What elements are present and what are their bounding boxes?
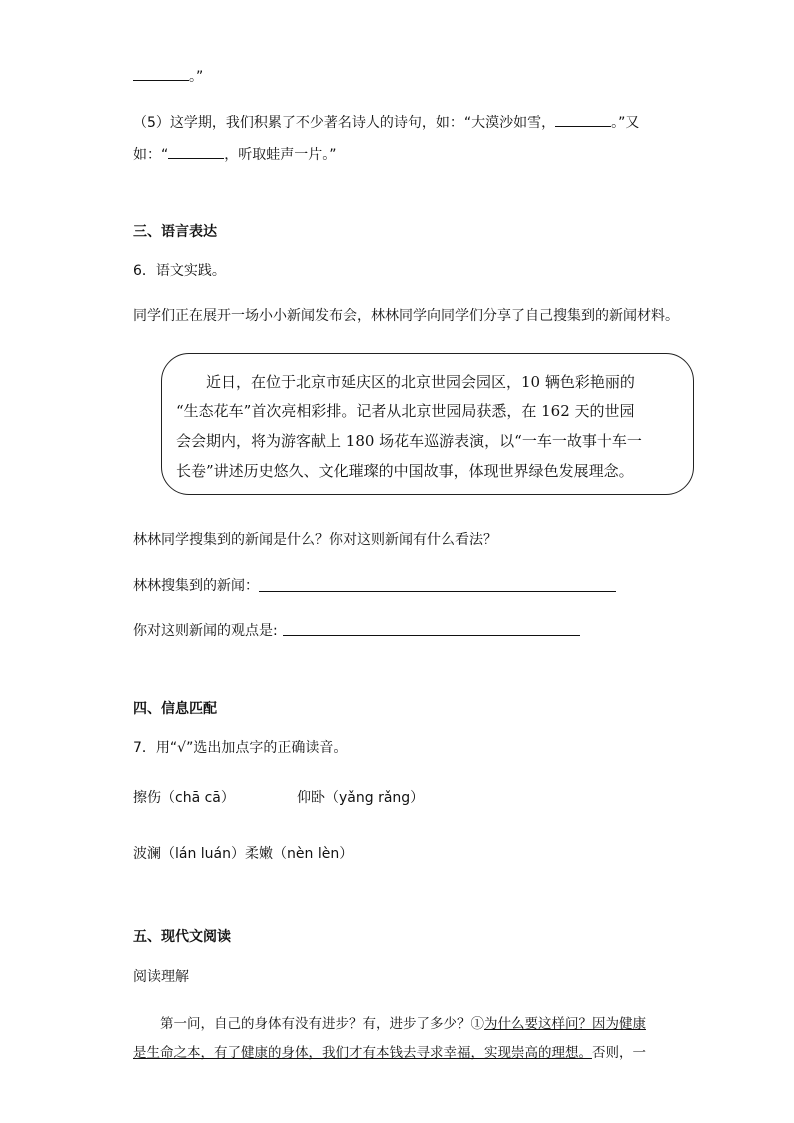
- pinyin-word: 仰卧: [297, 790, 325, 806]
- section-heading: 三、语言表达: [133, 224, 217, 240]
- pinyin-options[interactable]: （nèn lèn）: [273, 846, 354, 862]
- fill-blank[interactable]: [168, 144, 224, 159]
- pinyin-word: 波澜: [133, 846, 161, 862]
- q4-item5-line1: [133, 112, 639, 133]
- question-title: 6．语文实践。: [133, 263, 226, 279]
- fill-blank[interactable]: [555, 112, 611, 127]
- q4-item5-text: ，听取蛙声一片。”: [224, 147, 337, 163]
- reading-paragraph-line: [133, 1014, 646, 1034]
- pinyin-options[interactable]: （yǎng rǎng）: [325, 790, 425, 806]
- news-line: 会会期内，将为游客献上 180 场花车巡游表演，以“一车一故事十车一: [176, 432, 642, 450]
- answer-label: 你对这则新闻的观点是:: [133, 623, 278, 639]
- question-intro: 同学们正在展开一场小小新闻发布会，林林同学向同学们分享了自己搜集到的新闻材料。: [133, 308, 679, 324]
- q4-continuation-line: [133, 66, 203, 87]
- fill-blank[interactable]: [133, 66, 189, 81]
- pinyin-item: [297, 788, 424, 808]
- underlined-sentence: 为什么要这样问？因为健康: [484, 1016, 646, 1032]
- answer-row: [133, 621, 278, 641]
- answer1-line[interactable]: [259, 591, 616, 592]
- pinyin-word: 柔嫩: [245, 846, 274, 862]
- question-title: 7．用“√”选出加点字的正确读音。: [133, 740, 348, 756]
- sentence-number-mark: ①: [470, 1016, 484, 1032]
- reading-text: 否则，一: [592, 1045, 646, 1061]
- reading-text: 第一问，自己的身体有没有进步？有，进步了多少？: [133, 1016, 471, 1032]
- answer-label: 林林搜集到的新闻：: [133, 578, 259, 594]
- q4-item5-text: （5）这学期，我们积累了不少著名诗人的诗句，如：“大漠沙如雪，: [133, 115, 556, 131]
- underlined-sentence: 是生命之本，有了健康的身体，我们才有本钱去寻求幸福，实现崇高的理想。: [133, 1045, 592, 1061]
- section-heading: 四、信息匹配: [133, 701, 217, 717]
- question-prompt: 林林同学搜集到的新闻是什么？你对这则新闻有什么看法？: [133, 532, 497, 548]
- section-heading: 五、现代文阅读: [133, 929, 231, 945]
- reading-paragraph-line: [133, 1043, 646, 1063]
- news-line: 近日，在位于北京市延庆区的北京世园会园区，10 辆色彩艳丽的: [176, 373, 635, 391]
- news-line: 长卷”讲述历史悠久、文化璀璨的中国故事，体现世界绿色发展理念。: [176, 462, 634, 480]
- pinyin-item: [133, 788, 235, 808]
- q4-item5-line2: [133, 144, 337, 165]
- q4-item5-text: 。”又: [611, 115, 640, 131]
- sub-heading: 阅读理解: [133, 969, 189, 985]
- pinyin-item: [133, 844, 353, 864]
- pinyin-options[interactable]: （chā cā）: [161, 790, 235, 806]
- answer-row: [133, 576, 259, 596]
- q4-continuation-tail: 。”: [189, 69, 204, 85]
- news-line: “生态花车”首次亮相彩排。记者从北京世园局获悉，在 162 天的世园: [176, 402, 635, 420]
- q4-item5-text: 如：“: [133, 147, 169, 163]
- pinyin-word: 擦伤: [133, 790, 161, 806]
- answer2-line[interactable]: [283, 635, 580, 636]
- pinyin-options[interactable]: （lán luán）: [161, 846, 246, 862]
